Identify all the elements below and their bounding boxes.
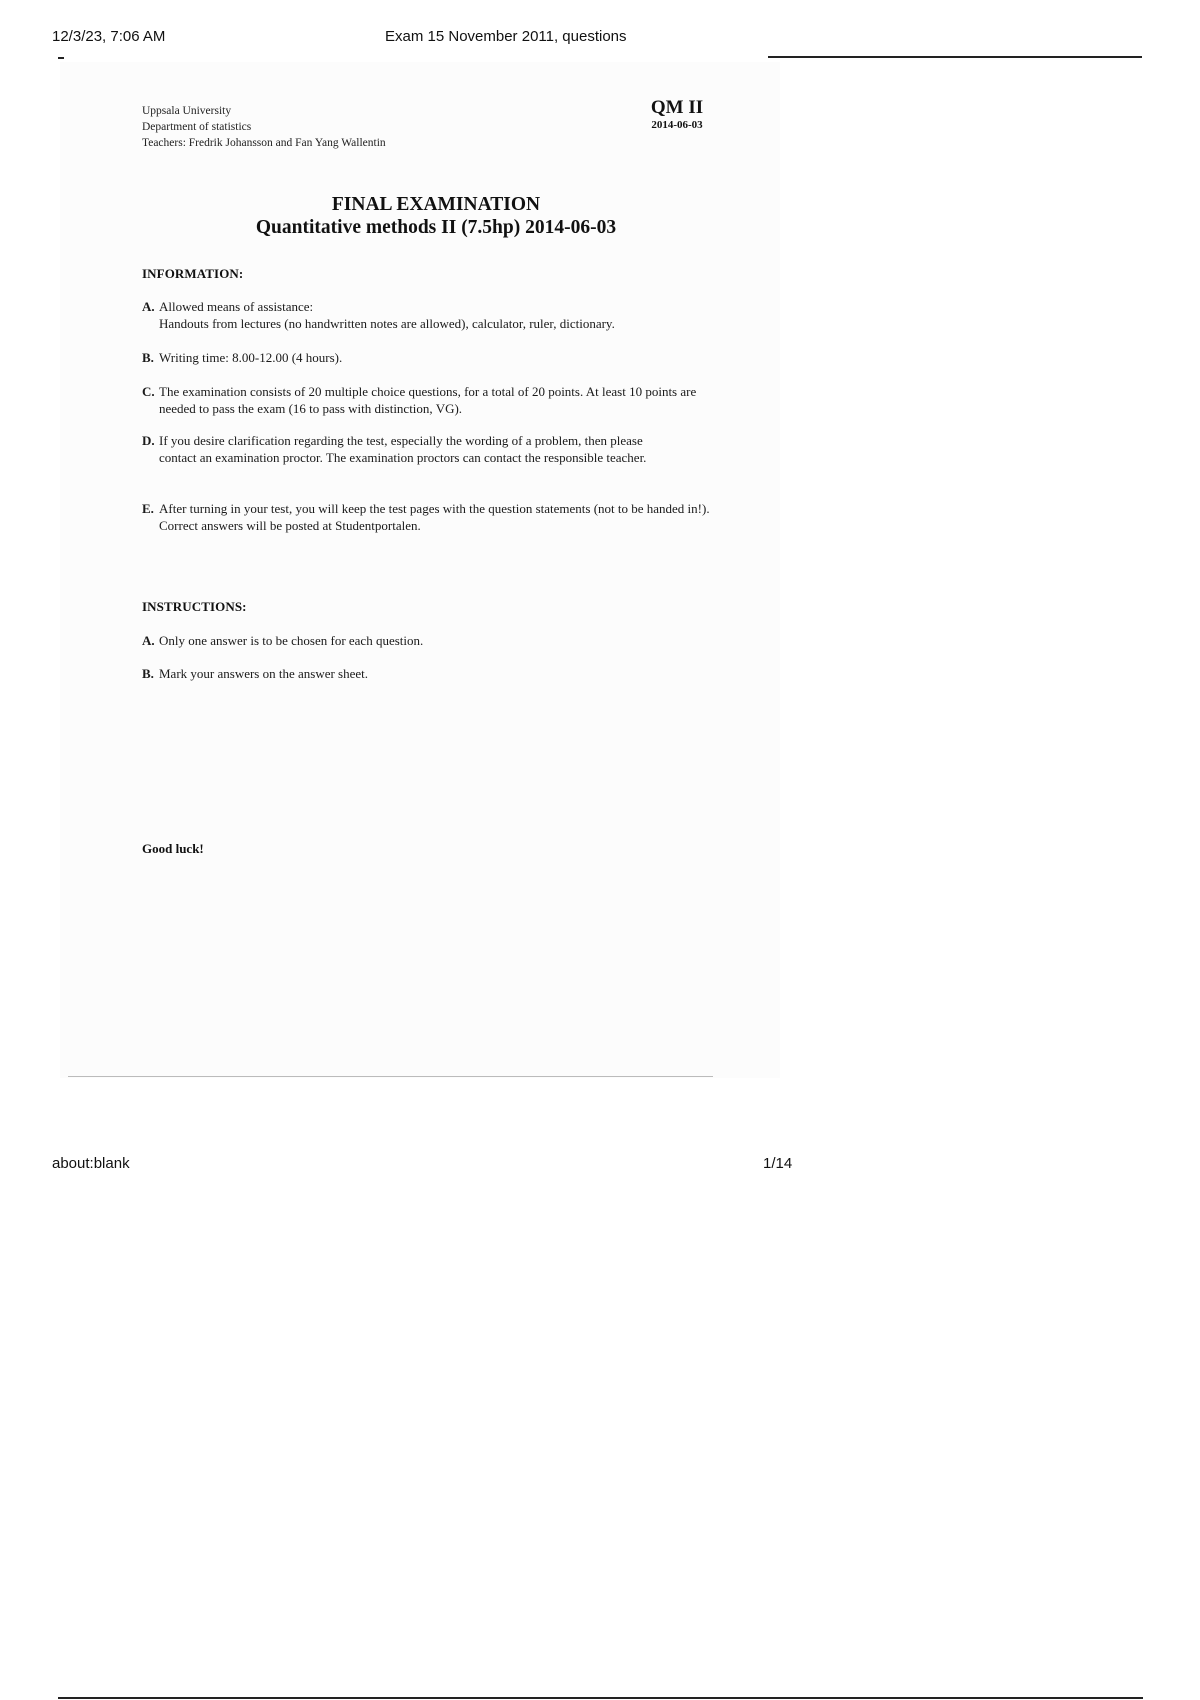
- instructions-item-a: [142, 633, 722, 650]
- instructions-heading: INSTRUCTIONS:: [142, 599, 247, 614]
- institution-block: [142, 103, 386, 151]
- information-item-e: [142, 501, 722, 534]
- print-page-number: 1/14: [763, 1155, 793, 1172]
- header-rule-right: [768, 56, 1142, 58]
- header-rule-left: [58, 57, 64, 59]
- item-letter: C.: [142, 384, 155, 399]
- exam-page-scan: [60, 62, 780, 1078]
- information-item-c: [142, 384, 722, 417]
- print-document-title: Exam 15 November 2011, questions: [385, 28, 627, 45]
- course-date: 2014-06-03: [651, 119, 703, 131]
- footer-rule: [58, 1697, 1143, 1699]
- item-text: Only one answer is to be chosen for each question.: [159, 633, 424, 648]
- exam-title-line-1: FINAL EXAMINATION: [331, 194, 541, 215]
- item-text: Mark your answers on the answer sheet.: [159, 666, 369, 681]
- information-item-d: [142, 433, 682, 466]
- institution-teachers: Teachers: Fredrik Johansson and Fan Yang Wallentin: [142, 137, 386, 149]
- item-text: Writing time: 8.00-12.00 (4 hours).: [159, 350, 343, 365]
- course-code: QM II: [650, 97, 704, 118]
- instructions-item-b: [142, 666, 722, 683]
- closing-text: Good luck!: [142, 841, 204, 856]
- institution-university: Uppsala University: [142, 105, 232, 117]
- exam-title: [142, 193, 730, 239]
- exam-title-line-2: Quantitative methods II (7.5hp) 2014-06-03: [255, 217, 617, 238]
- item-letter: D.: [142, 433, 155, 448]
- item-text: After turning in your test, you will keep the test pages with the question statements (not to be handed in!). Correct answers will be posted at Studentportalen.: [159, 501, 710, 533]
- item-text: If you desire clarification regarding the test, especially the wording of a problem, then please contact an examination proctor. The examination proctors can contact the responsible teacher.: [159, 433, 647, 465]
- item-letter: A.: [142, 299, 155, 314]
- print-datetime: 12/3/23, 7:06 AM: [52, 28, 166, 45]
- item-letter: E.: [142, 501, 154, 516]
- item-text: The examination consists of 20 multiple choice questions, for a total of 20 points. At least 10 points are needed to pass the exam (16 to pass with distinction, VG).: [159, 384, 697, 416]
- item-letter: B.: [142, 350, 154, 365]
- information-heading: INFORMATION:: [142, 266, 244, 281]
- page-bottom-divider: [68, 1076, 713, 1077]
- item-letter: A.: [142, 633, 155, 648]
- item-text: Allowed means of assistance: Handouts from lectures (no handwritten notes are allowed), calculator, ruler, dictionary.: [159, 299, 615, 331]
- information-item-b: [142, 350, 722, 367]
- institution-department: Department of statistics: [142, 121, 252, 133]
- print-url: about:blank: [52, 1155, 130, 1172]
- item-letter: B.: [142, 666, 154, 681]
- information-item-a: [142, 299, 722, 332]
